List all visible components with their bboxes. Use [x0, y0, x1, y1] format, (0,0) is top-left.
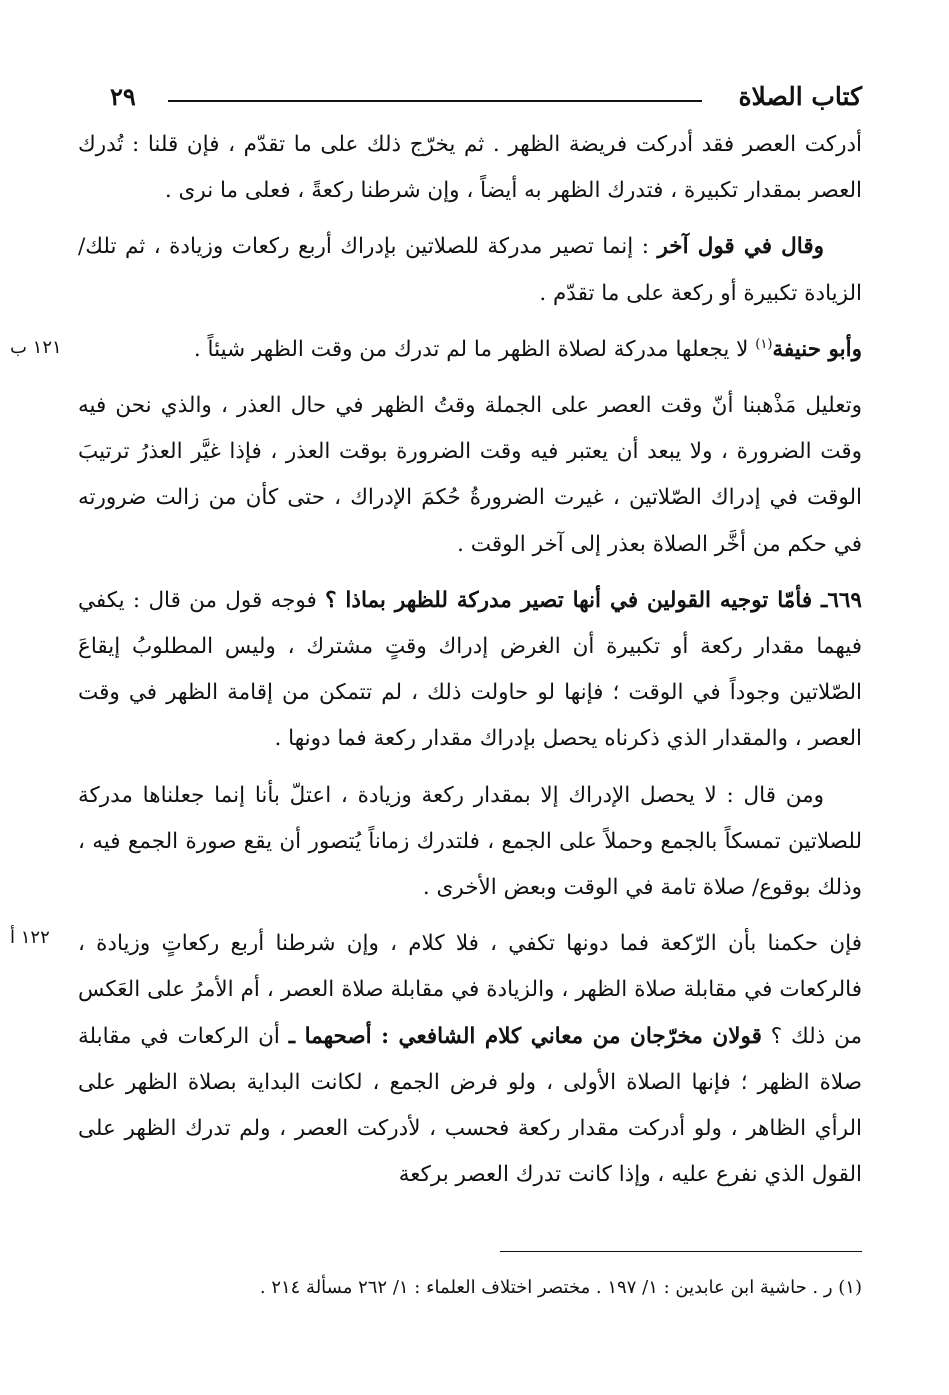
paragraph-text: : إنما تصير مدركة للصلاتين بإدراك أربع ركعات وزيادة ، ثم تلك/ الزيادة تكبيرة أو ركعة على ما تقدّم . — [78, 234, 862, 306]
paragraph-2 — [78, 224, 862, 316]
footnote-ref: (١) — [755, 336, 773, 352]
paragraph-lead: وأبو حنيفة — [772, 336, 862, 362]
paragraph-lead: ٦٦٩ـ فأمّا توجيه القولين في أنها تصير مدركة للظهر بماذا ؟ — [325, 587, 862, 613]
paragraph-4 — [78, 383, 862, 568]
paragraph-text: وتعليل مَذْهبنا أنّ وقت العصر على الجملة وقتُ الظهر في حال العذر ، والذي نحن فيه وقت الضرورة ، ولا يبعد أن يعتبر فيه وقت الضرورة بوقت العذر ، فإذا غيَّر العذرُ ترتيبَ الوقت في إدراك الصّلاتين ، غيرت الضرورةُ حُكمَ الإدراك ، حتى كأن من زالت ضرورته في حكم من أخَّر الصلاة بعذر إلى آخر الوقت . — [78, 393, 862, 557]
header-title: كتاب الصلاة — [738, 82, 862, 111]
paragraph-5 — [78, 578, 862, 763]
paragraph-text: أن الركعات في مقابلة صلاة الظهر ؛ فإنها الصلاة الأولى ، ولو فرض الجمع ، لكانت البداية بصلاة الظهر على الرأي الظاهر ، ولو أدركت مقدار ركعة فحسب ، لأدركت العصر ، ولم تدرك الظهر على القول الذي نفرع عليه ، وإذا كانت تدرك العصر بركعة — [78, 1023, 862, 1188]
paragraph-text: فإن حكمنا بأن الرّكعة فما دونها تكفي ، فلا كلام ، وإن شرطنا أربع ركعاتٍ وزيادة ، فالركعات في مقابلة صلاة الظهر ، والزيادة في مقابلة صلاة العصر ، أم الأمرُ على العَكس من ذلك ؟ — [78, 931, 863, 1049]
paragraph-text: أدركت العصر فقد أدركت فريضة الظهر . ثم يخرّج ذلك على ما تقدّم ، فإن قلنا : تُدرك العصر بمقدار تكبيرة ، فتدرك الظهر به أيضاً ، وإن شرطنا ركعةً ، فعلى ما نرى . — [78, 132, 862, 204]
paragraph-1 — [78, 122, 862, 214]
paragraph-text: فوجه قول من قال : يكفي فيهما مقدار ركعة أو تكبيرة أن الغرض إدراك وقتٍ مشترك ، وليس المطلوبُ إيقاعَ الصّلاتين وجوداً في الوقت ؛ فإنها لو حاولت ذلك ، لم تتمكن من إقامة الظهر في وقت العصر ، والمقدار الذي ذكرناه يحصل بإدراك مقدار ركعة فما دونها . — [78, 587, 862, 752]
paragraph-lead: وقال في قول آخر — [657, 234, 824, 260]
paragraph-text: لا يجعلها مدركة لصلاة الظهر ما لم تدرك من وقت الظهر شيئاً . — [193, 336, 756, 362]
footnote: (١) ر . حاشية ابن عابدين : ١/ ١٩٧ . مختصر اختلاف العلماء : ١/ ٢٦٢ مسألة ٢١٤ . — [259, 1277, 862, 1298]
paragraph-6 — [78, 773, 862, 912]
footnote-rule — [500, 1251, 862, 1252]
paragraph-7 — [78, 921, 862, 1198]
header-rule — [168, 100, 702, 102]
page-number: ٢٩ — [110, 82, 136, 111]
margin-folio-note: ١٢١ ب — [10, 337, 62, 358]
running-header — [110, 78, 862, 118]
margin-folio-note: ١٢٢ أ — [10, 927, 50, 948]
main-text — [78, 122, 862, 1208]
paragraph-text: ومن قال : لا يحصل الإدراك إلا بمقدار ركعة وزيادة ، اعتلّ بأنا إنما جعلناها مدركة للصلاتين تمسكاً بالجمع وحملاً على الجمع ، فلتدرك زماناً يُتصور أن يقع صورة الجمع فيه ، وذلك بوقوع/ صلاة تامة في الوقت وبعض الأخرى . — [78, 782, 862, 901]
paragraph-3 — [78, 327, 862, 373]
paragraph-lead: قولان مخرّجان من معاني كلام الشافعي : أصحهما ـ — [288, 1023, 762, 1049]
